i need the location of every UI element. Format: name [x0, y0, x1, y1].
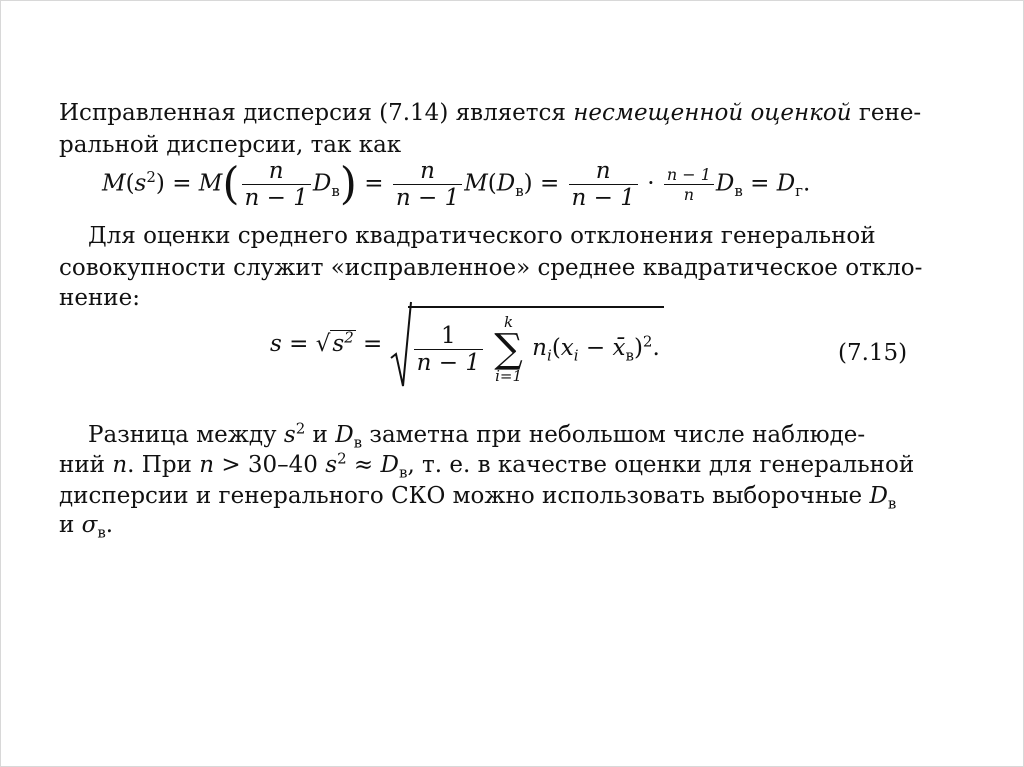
exponent: 2 — [337, 449, 347, 468]
symbol-s: s — [332, 331, 345, 357]
lower-limit: i=1 — [495, 367, 523, 385]
numerator: 1 — [440, 322, 456, 349]
symbol-s: s — [270, 331, 282, 357]
sigma-symbol: ∑ — [494, 326, 523, 372]
paragraph-2-line-1: Для оценки среднего квадратического отклонения генеральной — [88, 223, 876, 249]
text-span: дисперсии и генерального СКО можно использовать выборочные — [59, 483, 870, 509]
fraction-small — [664, 165, 714, 204]
text-span: ний — [59, 452, 113, 478]
symbol-D: D — [380, 452, 399, 478]
radicand-s-squared — [330, 330, 355, 357]
paragraph-1-line-1 — [59, 99, 921, 127]
subscript: i — [547, 346, 552, 365]
denominator: n — [664, 184, 714, 204]
subscript: в — [331, 182, 340, 201]
symbol-M: M — [464, 170, 488, 197]
symbol-s: s — [134, 170, 147, 197]
symbol-D: D — [312, 170, 332, 197]
numerator: n — [420, 158, 435, 184]
radicand: $\frac{1}{n - 1}$ k ∑ i=1 $n_i(x_i$ − $x̄_в)^2$. — [408, 306, 664, 384]
subscript: г — [795, 182, 804, 201]
fraction — [569, 158, 638, 211]
symbol-D: D — [335, 422, 354, 448]
summation — [494, 314, 523, 384]
text-span: заметна при небольшом числе наблюде- — [362, 422, 866, 448]
period: . — [652, 335, 660, 361]
paragraph-3-line-1 — [88, 419, 866, 452]
text-span: Исправленная дисперсия (7.14) является — [59, 100, 574, 126]
denominator: n − 1 — [569, 184, 638, 211]
symbol-sigma: σ — [81, 512, 98, 538]
subscript: i — [573, 346, 579, 365]
emphasis-unbiased-estimate: несмещенной оценкой — [573, 100, 852, 126]
text-span: Разница между — [88, 422, 284, 448]
paragraph-3-line-4 — [59, 511, 114, 542]
exponent: 2 — [642, 332, 653, 351]
symbol-D: D — [496, 170, 516, 197]
symbol-n: n — [532, 335, 547, 361]
equals-sign: = — [289, 331, 309, 357]
paragraph-3-line-2 — [59, 449, 915, 482]
symbol-x: x — [560, 335, 574, 361]
equals-sign: = — [750, 170, 770, 197]
subscript: в — [398, 463, 408, 482]
exponent: 2 — [344, 328, 354, 347]
subscript: в — [625, 346, 634, 365]
upper-limit: k — [504, 313, 514, 331]
paragraph-2-line-2: совокупности служит «исправленное» среднее квадратическое откло- — [59, 255, 923, 281]
exponent: 2 — [295, 419, 306, 438]
subscript: в — [515, 182, 524, 201]
symbol-x-bar: x̄ — [612, 335, 626, 361]
text-span: гене- — [851, 100, 922, 126]
fraction — [393, 158, 462, 211]
sqrt-symbol: √ — [315, 331, 331, 357]
paragraph-1-line-2: ральной дисперсии, так как — [59, 132, 402, 158]
right-paren: ) — [339, 158, 357, 210]
text-span: . При — [127, 452, 200, 478]
left-paren: ( — [222, 158, 240, 210]
multiplication-dot: · — [647, 170, 655, 197]
symbol-M: M — [198, 170, 223, 197]
text-span: и — [59, 512, 82, 538]
period: . — [105, 512, 114, 538]
text-span: , т. е. в качестве оценки для генеральной — [407, 452, 915, 478]
symbol-D: D — [715, 170, 735, 197]
period: . — [803, 170, 811, 197]
denominator: n − 1 — [242, 184, 311, 211]
equation-corrected-std — [270, 300, 664, 390]
symbol-n: n — [112, 452, 128, 478]
denominator: n − 1 — [414, 349, 483, 376]
numerator: n − 1 — [666, 165, 711, 184]
equals-sign: = — [364, 170, 384, 197]
equation-number: (7.15) — [838, 340, 908, 366]
symbol-D: D — [776, 170, 796, 197]
text-span: и — [305, 422, 336, 448]
paragraph-2-line-3: нение: — [59, 285, 140, 311]
subscript: в — [353, 433, 363, 452]
symbol-s: s — [325, 452, 338, 478]
symbol-s: s — [283, 422, 296, 448]
text-span: > 30–40 — [214, 452, 326, 478]
equals-sign: = — [539, 170, 560, 197]
symbol-D: D — [869, 483, 888, 509]
subscript: в — [887, 494, 897, 513]
subscript: в — [97, 523, 106, 542]
symbol-M: M — [102, 170, 126, 197]
equals-sign: = — [172, 170, 192, 197]
equation-expected-value: $M(s^2) = M$( $\frac{n}{n - 1}$ $D_в$) = $\frac{n}{n - 1}$ $M(D_в)$ = $\frac{n}{n - 1}$ · $\frac{n - 1}{n}$ $D_в = D_г$. — [102, 158, 811, 211]
equals-sign: = — [363, 331, 383, 357]
numerator: n — [268, 158, 284, 184]
exponent: 2 — [146, 167, 156, 186]
fraction — [242, 158, 311, 211]
fraction — [414, 323, 483, 376]
denominator: n − 1 — [393, 184, 462, 211]
text-span: ≈ — [346, 452, 381, 478]
subscript: в — [734, 182, 743, 201]
symbol-n: n — [199, 452, 215, 478]
paragraph-3-line-3 — [59, 482, 897, 513]
numerator: n — [595, 158, 611, 184]
